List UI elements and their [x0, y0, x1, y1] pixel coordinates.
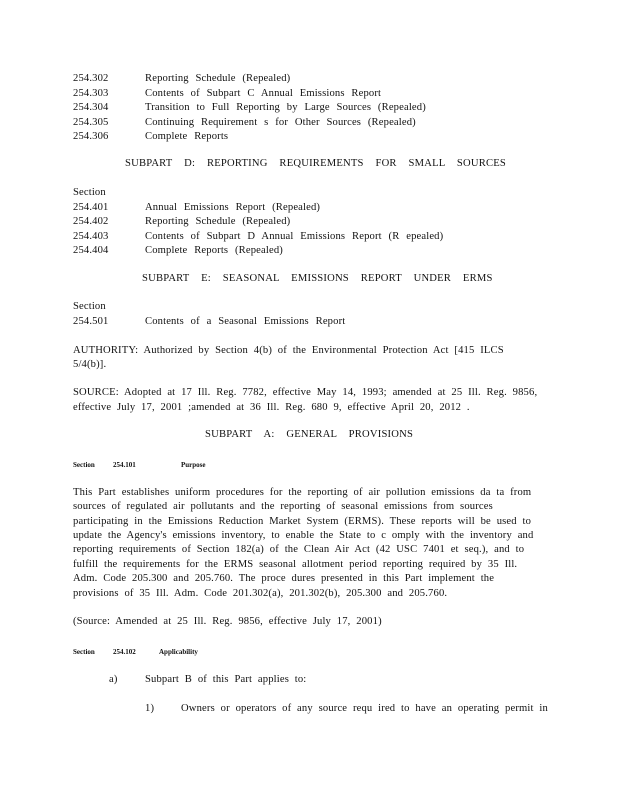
- section-number: 254.501: [73, 316, 109, 327]
- paragraph-line: Adm. Code 205.300 and 205.760. The proce dures presented in this Part implement the: [73, 573, 495, 584]
- section-number: 254.305: [73, 117, 109, 128]
- paragraph-line: participating in the Emissions Reduction Market System (ERMS). These reports will be used to: [73, 516, 532, 527]
- paragraph-line: This Part establishes uniform procedures for the reporting of air pollution emissions da ta from: [73, 487, 532, 498]
- list-marker-a: a): [109, 674, 118, 685]
- section-title: Transition to Full Reporting by Large Sources (Repealed): [145, 102, 426, 113]
- list-item-a: Subpart B of this Part applies to:: [145, 674, 307, 685]
- section-number: 254.303: [73, 88, 109, 99]
- paragraph-line: sources of regulated air pollutants and the reporting of seasonal emissions from sources: [73, 501, 493, 512]
- section-number: 254.306: [73, 131, 109, 142]
- section-number: 254.101: [113, 461, 136, 469]
- section-label: Section: [73, 187, 106, 198]
- subpart-a-heading: SUBPART A: GENERAL PROVISIONS: [205, 429, 414, 440]
- section-number: 254.403: [73, 231, 109, 242]
- section-label: Section: [73, 301, 106, 312]
- section-title: Contents of Subpart C Annual Emissions Report: [145, 88, 382, 99]
- source-note: (Source: Amended at 25 Ill. Reg. 9856, effective July 17, 2001): [73, 616, 382, 627]
- source-line: SOURCE: Adopted at 17 Ill. Reg. 7782, effective May 14, 1993; amended at 25 Ill. Reg. 9856,: [73, 387, 538, 398]
- section-label: Section: [73, 648, 95, 656]
- section-title: Complete Reports (Repealed): [145, 245, 283, 256]
- section-number: 254.102: [113, 648, 136, 656]
- subpart-e-heading: SUBPART E: SEASONAL EMISSIONS REPORT UNDER ERMS: [142, 273, 493, 284]
- section-title: Purpose: [181, 461, 206, 469]
- section-title: Reporting Schedule (Repealed): [145, 73, 291, 84]
- section-title: Contents of a Seasonal Emissions Report: [145, 316, 346, 327]
- section-title: Reporting Schedule (Repealed): [145, 216, 291, 227]
- section-number: 254.404: [73, 245, 109, 256]
- paragraph-line: update the Agency's emissions inventory, to enable the State to c omply with the inventory and: [73, 530, 534, 541]
- paragraph-line: provisions of 35 Ill. Adm. Code 201.302(a), 201.302(b), 205.300 and 205.760.: [73, 588, 448, 599]
- section-number: 254.304: [73, 102, 109, 113]
- section-title: Applicability: [159, 648, 198, 656]
- authority-line: 5/4(b)].: [73, 359, 107, 370]
- section-number: 254.402: [73, 216, 109, 227]
- paragraph-line: reporting requirements of Section 182(a) of the Clean Air Act (42 USC 7401 et seq.), and to: [73, 544, 525, 555]
- authority-line: AUTHORITY: Authorized by Section 4(b) of the Environmental Protection Act [415 ILCS: [73, 345, 504, 356]
- list-item-1: Owners or operators of any source requ ired to have an operating permit in: [181, 703, 548, 714]
- subpart-d-heading: SUBPART D: REPORTING REQUIREMENTS FOR SMALL SOURCES: [125, 158, 506, 169]
- list-marker-1: 1): [145, 703, 155, 714]
- section-label: Section: [73, 461, 95, 469]
- source-line: effective July 17, 2001 ;amended at 36 Ill. Reg. 680 9, effective April 20, 2012 .: [73, 402, 470, 413]
- section-title: Continuing Requirement s for Other Sources (Repealed): [145, 117, 416, 128]
- section-title: Complete Reports: [145, 131, 229, 142]
- section-title: Contents of Subpart D Annual Emissions Report (R epealed): [145, 231, 444, 242]
- section-number: 254.401: [73, 202, 109, 213]
- section-title: Annual Emissions Report (Repealed): [145, 202, 321, 213]
- paragraph-line: fulfill the requirements for the ERMS seasonal allotment period reporting required by 35 Ill.: [73, 559, 518, 570]
- section-number: 254.302: [73, 73, 109, 84]
